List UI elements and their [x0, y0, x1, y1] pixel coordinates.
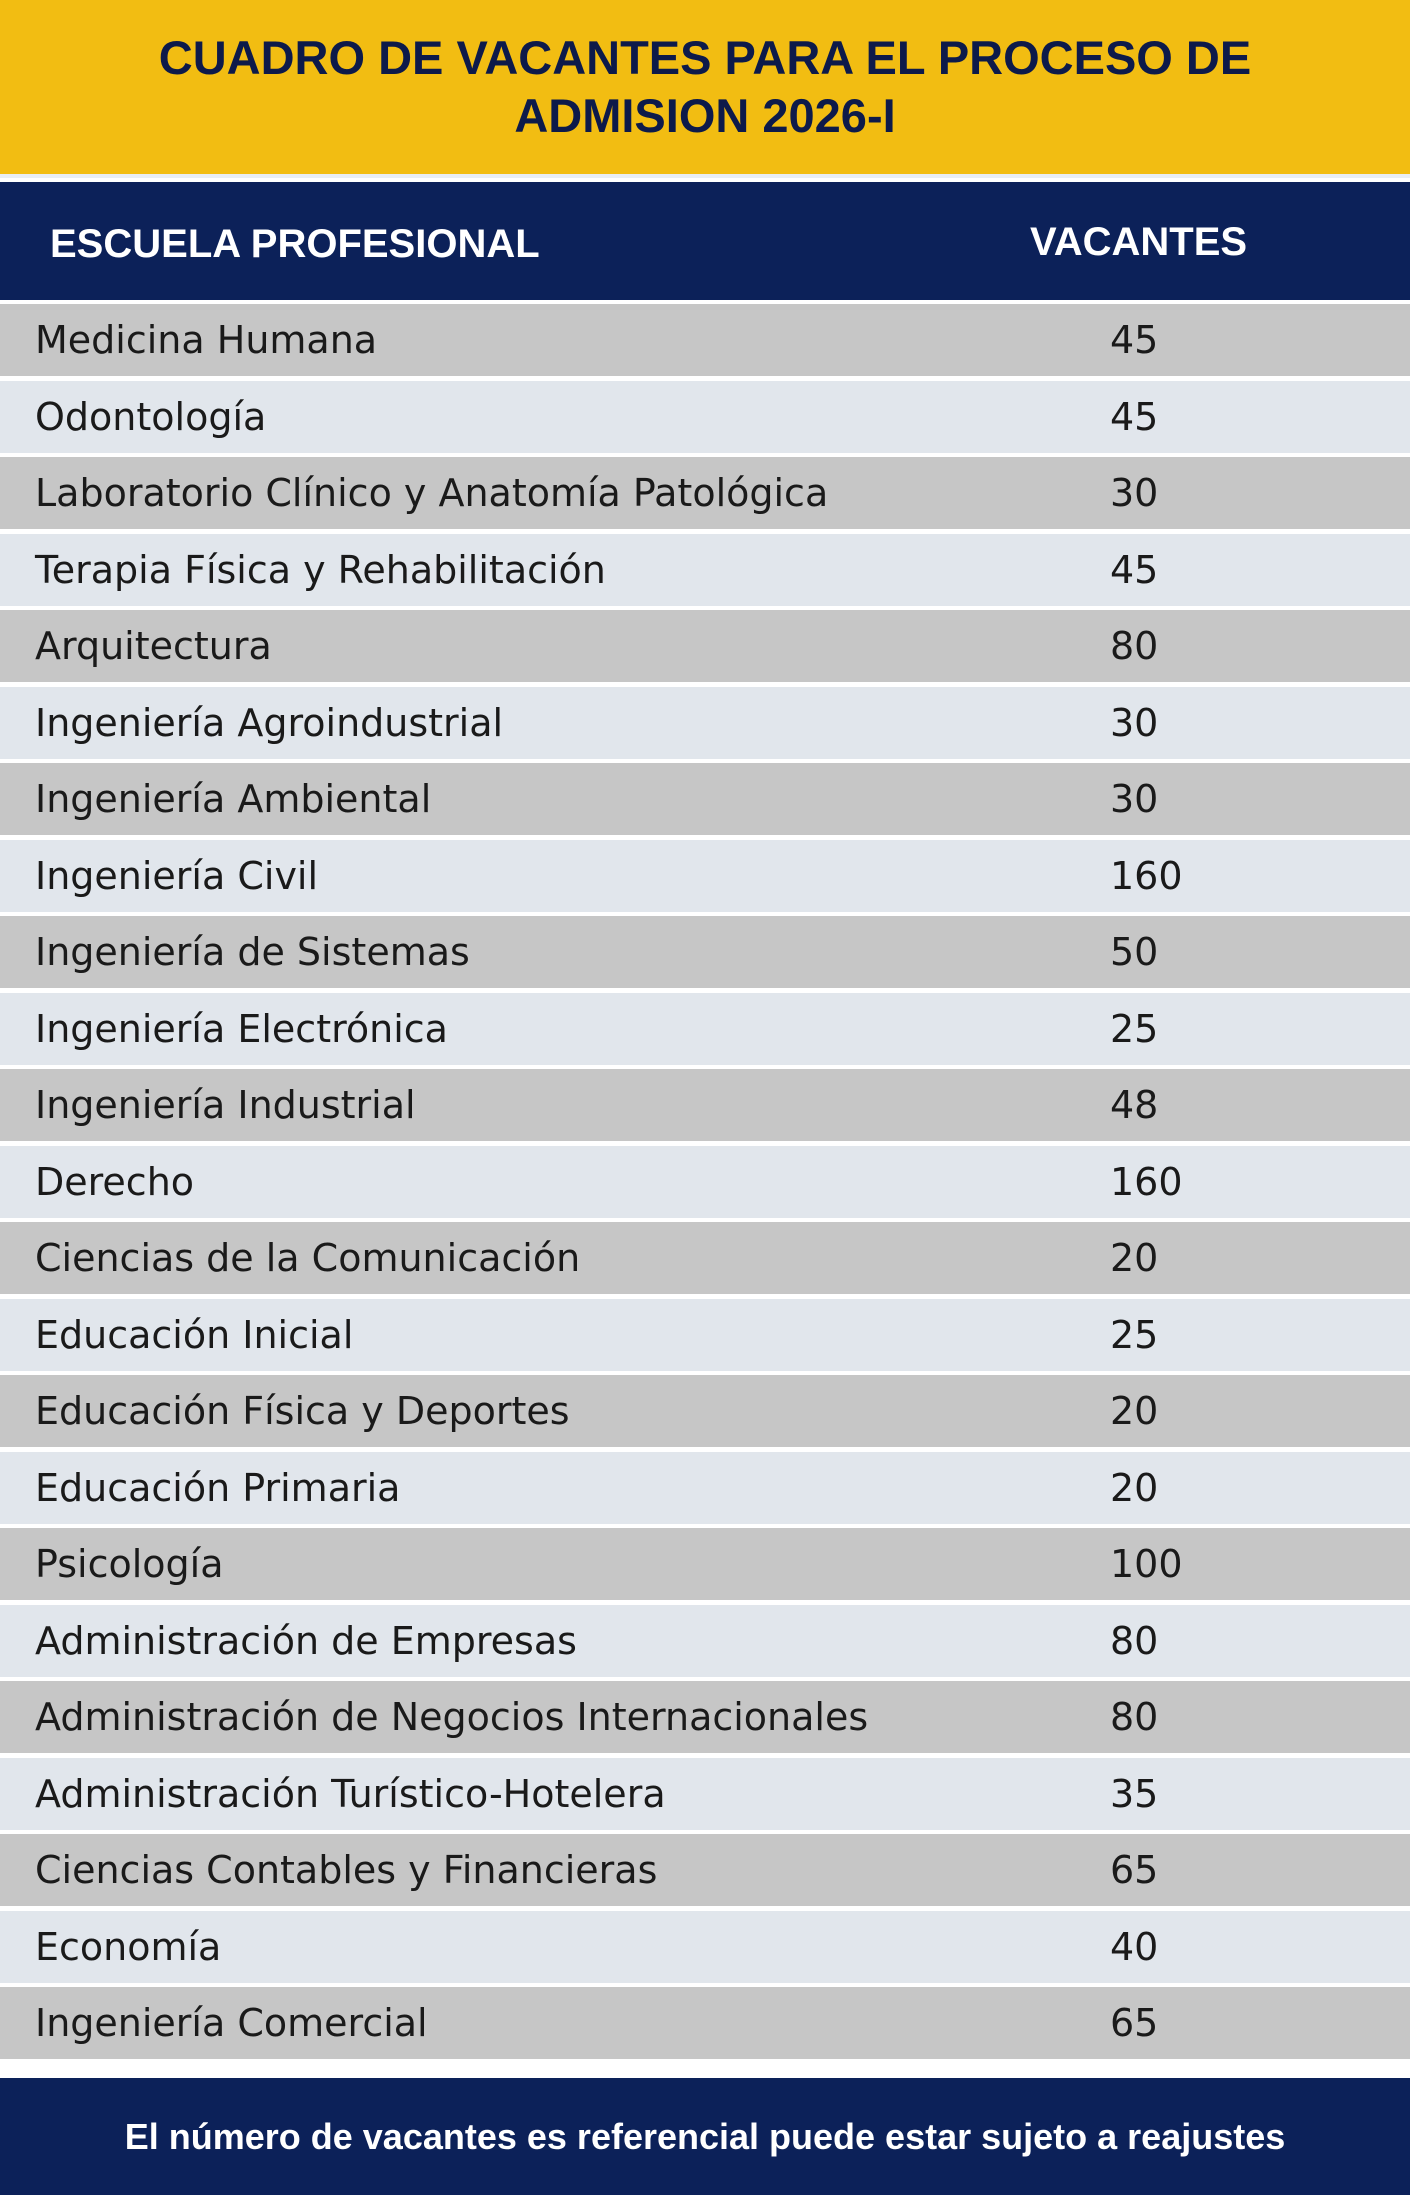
column-header-school: ESCUELA PROFESIONAL	[50, 222, 540, 266]
school-name: Ingeniería Agroindustrial	[35, 700, 504, 745]
title-band	[0, 0, 1410, 178]
school-name: Odontología	[35, 394, 267, 439]
table-row	[0, 1911, 1410, 1983]
table-row	[0, 1299, 1410, 1371]
vacancy-count: 35	[1110, 1771, 1159, 1816]
school-name: Educación Primaria	[35, 1465, 401, 1510]
vacancy-count: 160	[1110, 1159, 1183, 1204]
vacancy-count: 30	[1110, 700, 1159, 745]
table-row	[0, 1681, 1410, 1753]
vacancy-count: 45	[1110, 547, 1159, 592]
vacancy-count: 20	[1110, 1465, 1159, 1510]
school-name: Economía	[35, 1924, 222, 1969]
school-name: Derecho	[35, 1159, 195, 1204]
school-name: Ingeniería Civil	[35, 853, 319, 898]
vacancy-count: 48	[1110, 1083, 1159, 1127]
school-name: Educación Inicial	[35, 1312, 354, 1357]
vacancy-count: 20	[1110, 1236, 1159, 1280]
school-name: Ciencias Contables y Financieras	[35, 1848, 658, 1892]
school-name: Administración de Empresas	[35, 1618, 577, 1663]
vacancy-count: 30	[1110, 777, 1159, 821]
table-row	[0, 993, 1410, 1065]
table-row	[0, 1375, 1410, 1447]
table-row	[0, 1987, 1410, 2059]
table-row	[0, 840, 1410, 912]
vacancy-count: 160	[1110, 853, 1183, 898]
school-name: Ingeniería Ambiental	[35, 777, 432, 821]
vacancy-count: 65	[1110, 2001, 1159, 2045]
table-row	[0, 1222, 1410, 1294]
school-name: Administración de Negocios Internacionales	[35, 1695, 869, 1739]
vacancy-count: 45	[1110, 394, 1159, 439]
table-row	[0, 1069, 1410, 1141]
vacancy-count: 25	[1110, 1006, 1159, 1051]
school-name: Ciencias de la Comunicación	[35, 1236, 581, 1280]
school-name: Medicina Humana	[35, 318, 378, 362]
school-name: Arquitectura	[35, 624, 272, 668]
table-row	[0, 763, 1410, 835]
footer-note: El número de vacantes es referencial puede estar sujeto a reajustes	[124, 2115, 1286, 2157]
vacancy-count: 65	[1110, 1848, 1159, 1892]
vacancy-count: 80	[1110, 1695, 1159, 1739]
table-row	[0, 1452, 1410, 1524]
footer-band	[0, 2078, 1410, 2195]
school-name: Ingeniería Industrial	[35, 1083, 416, 1127]
table-row	[0, 304, 1410, 376]
column-header-vacancies: VACANTES	[1030, 220, 1248, 264]
table-row	[0, 1834, 1410, 1906]
table-row	[0, 1605, 1410, 1677]
table-row	[0, 1758, 1410, 1830]
vacancy-count: 25	[1110, 1312, 1159, 1357]
vacancy-count: 100	[1110, 1542, 1183, 1586]
vacancy-count: 30	[1110, 471, 1159, 515]
table-row	[0, 1528, 1410, 1600]
vacancy-count: 40	[1110, 1924, 1159, 1969]
vacancy-count: 45	[1110, 318, 1159, 362]
school-name: Administración Turístico-Hotelera	[35, 1771, 666, 1816]
table-row	[0, 1146, 1410, 1218]
table-row	[0, 534, 1410, 606]
page-title: CUADRO DE VACANTES PARA EL PROCESO DE ADMISION 2026-I	[158, 31, 1252, 142]
table-body	[0, 304, 1410, 2064]
table-row	[0, 916, 1410, 988]
vacancy-count: 80	[1110, 1618, 1159, 1663]
vacancy-count: 20	[1110, 1389, 1159, 1433]
school-name: Psicología	[35, 1542, 224, 1586]
table-header	[0, 182, 1410, 300]
vacancy-count: 80	[1110, 624, 1159, 668]
table-row	[0, 610, 1410, 682]
school-name: Ingeniería Electrónica	[35, 1006, 448, 1051]
school-name: Ingeniería de Sistemas	[35, 930, 470, 974]
table-row	[0, 381, 1410, 453]
school-name: Laboratorio Clínico y Anatomía Patológica	[35, 471, 829, 515]
school-name: Educación Física y Deportes	[35, 1389, 570, 1433]
vacancy-count: 50	[1110, 930, 1159, 974]
table-row	[0, 457, 1410, 529]
table-row	[0, 687, 1410, 759]
school-name: Terapia Física y Rehabilitación	[35, 547, 606, 592]
school-name: Ingeniería Comercial	[35, 2001, 428, 2045]
